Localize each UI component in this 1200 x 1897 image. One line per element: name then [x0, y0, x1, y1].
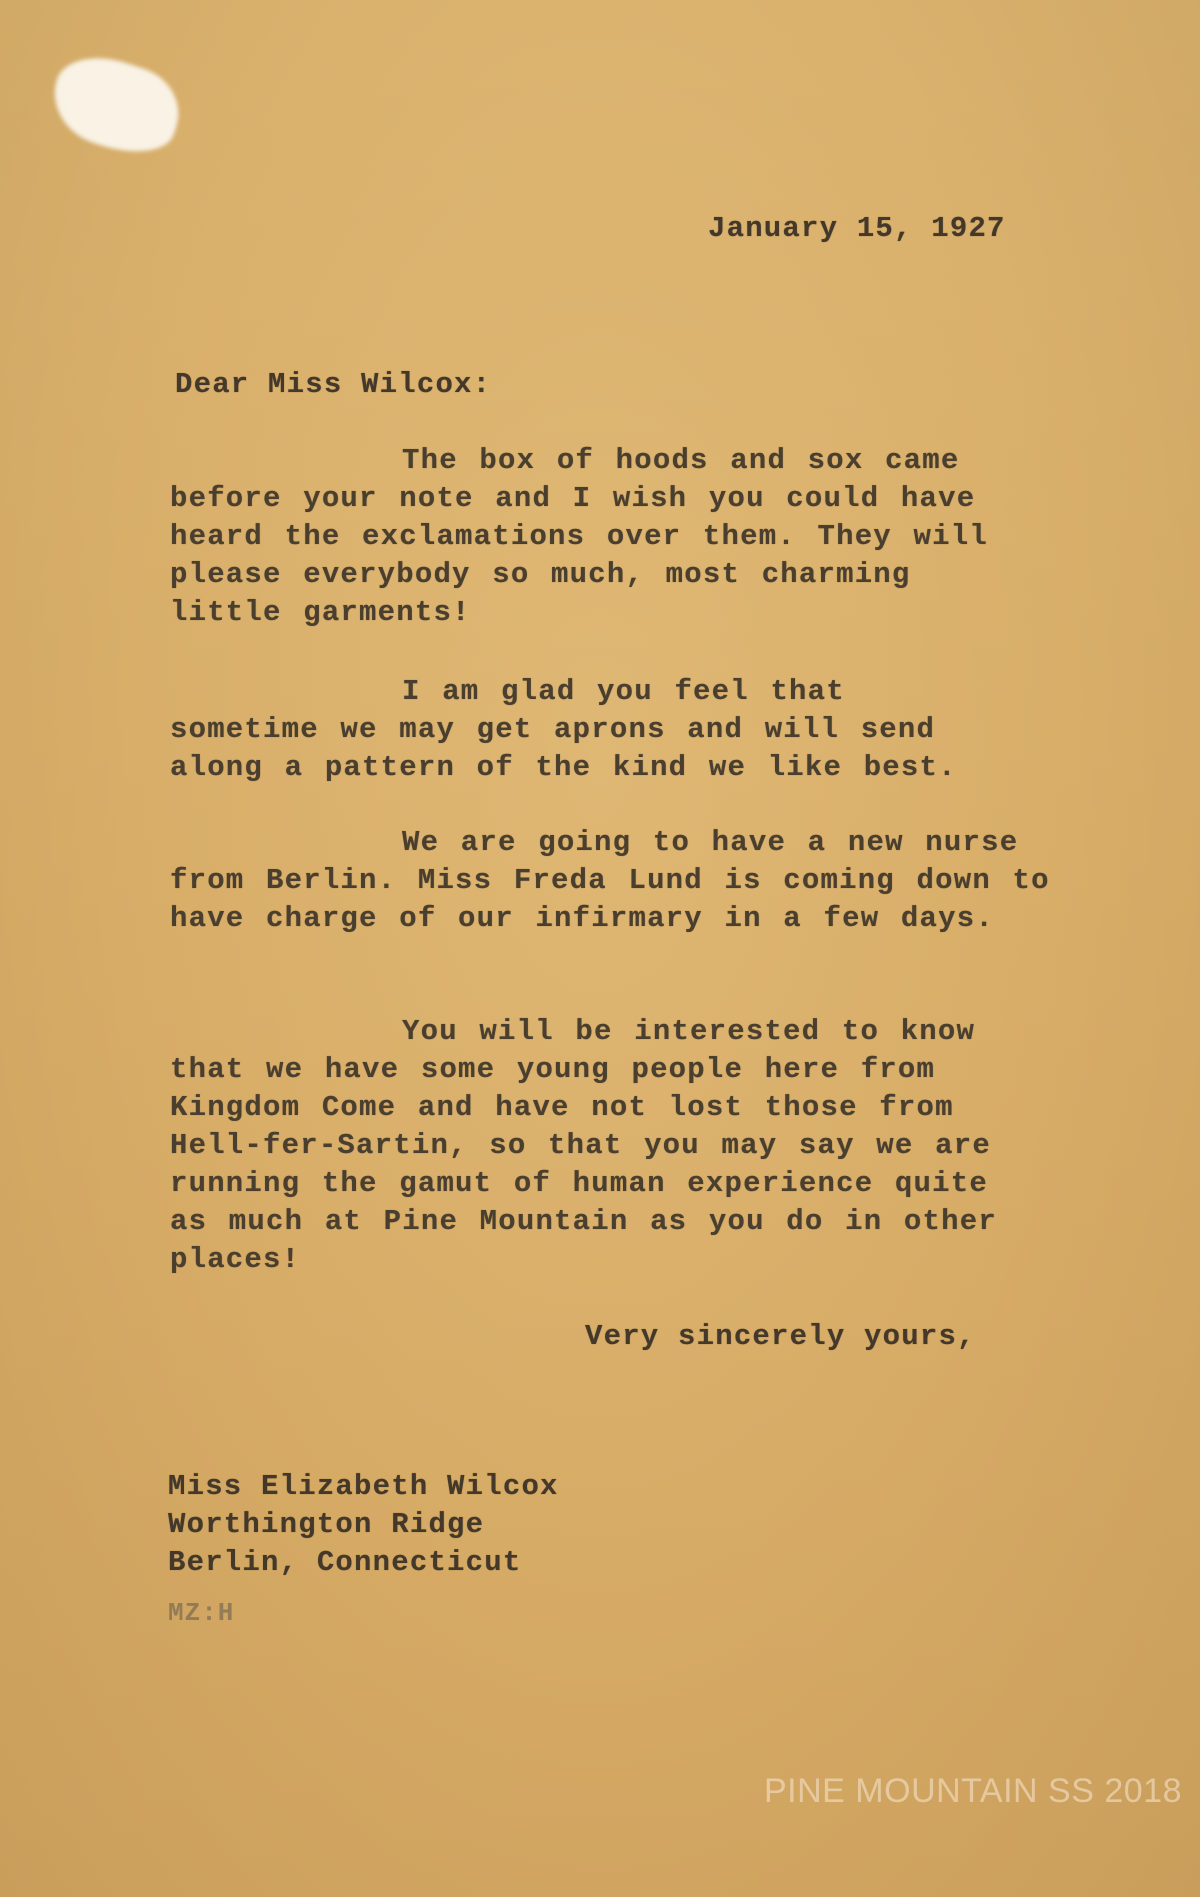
paragraph-2: I am glad you feel that sometime we may get aprons and will send along a pattern of the kind we like best.	[170, 675, 957, 784]
paragraph-3: We are going to have a new nurse from Berlin. Miss Freda Lund is coming down to have charge of our infirmary in a few days.	[170, 826, 1050, 935]
recipient-street: Worthington Ridge	[168, 1508, 485, 1541]
recipient-address	[168, 1468, 559, 1582]
recipient-name: Miss Elizabeth Wilcox	[168, 1470, 559, 1503]
watermark: PINE MOUNTAIN SS 2018	[764, 1772, 1182, 1810]
torn-corner	[42, 44, 190, 165]
recipient-city: Berlin, Connecticut	[168, 1546, 522, 1579]
paragraph-4: You will be interested to know that we have some young people here from Kingdom Come and have not lost those from Hell-fer-Sartin, so that you may say we are running the gamut of human experience quite as much at Pine Mountain as you do in other places!	[170, 1015, 997, 1276]
typist-initials: MZ:H	[168, 1598, 235, 1628]
paragraph-1: The box of hoods and sox came before your note and I wish you could have heard the exclamations over them. They will please everybody so much, most charming little garments!	[170, 444, 988, 629]
closing: Very sincerely yours,	[585, 1320, 976, 1353]
letter-date: January 15, 1927	[708, 212, 1006, 245]
salutation: Dear Miss Wilcox:	[175, 368, 492, 401]
